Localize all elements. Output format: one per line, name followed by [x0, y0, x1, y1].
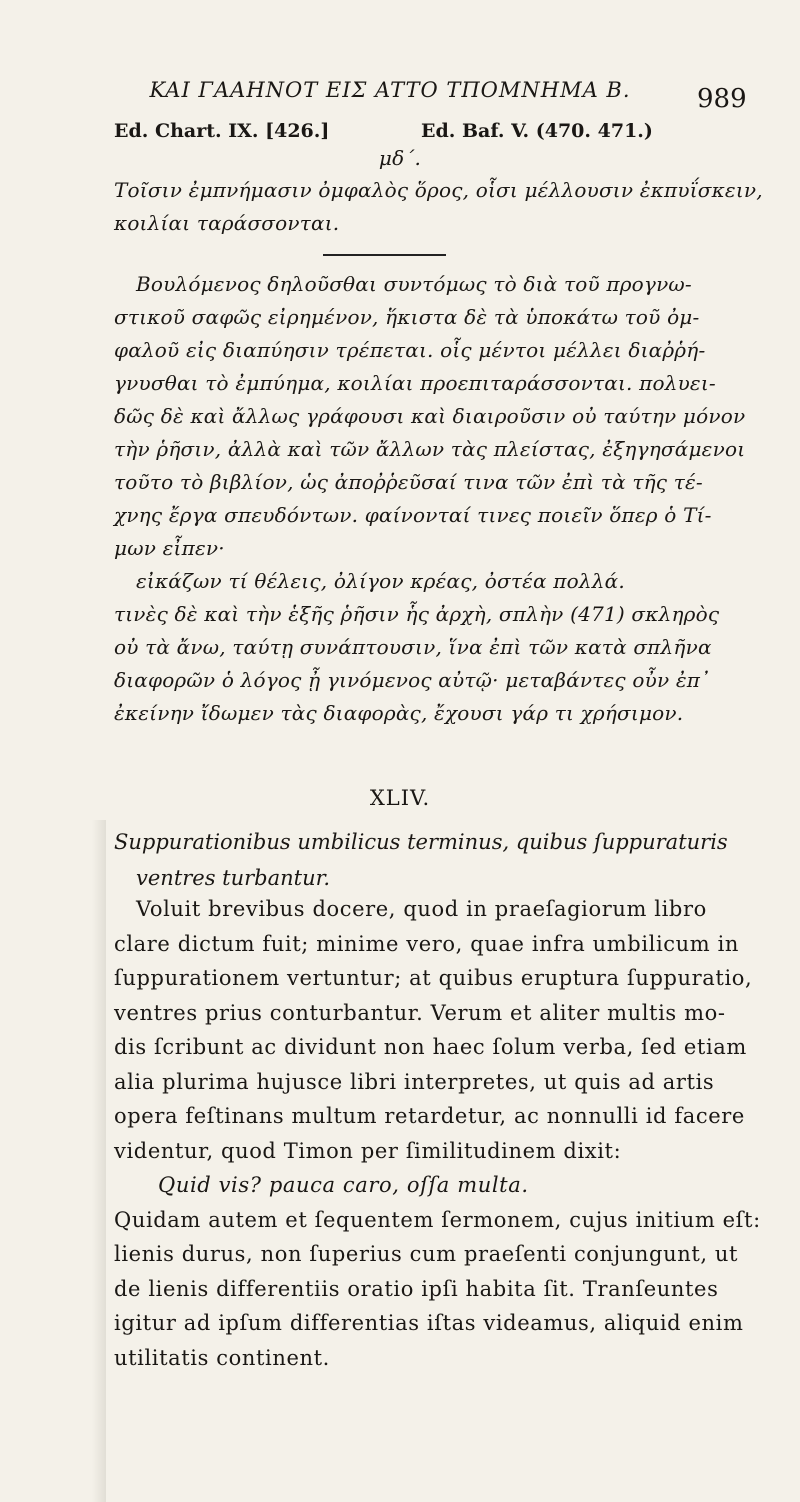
- greek-section-number: μδ΄.: [378, 146, 422, 170]
- latin-commentary-line: clare dictum fuit; minime vero, quae infra umbilicum in: [114, 931, 740, 956]
- latin-commentary-line: Quidam autem et ſequentem ſermonem, cujus initium eſt:: [114, 1207, 761, 1232]
- greek-commentary-line: φαλοῦ εἰς διαπύησιν τρέπεται. οἷς μέντοι μέλλει διαῤῥή-: [114, 338, 706, 362]
- latin-commentary-line: Voluit brevibus docere, quod in praeſagiorum libro: [136, 897, 707, 921]
- greek-aphorism-line: Τοῖσιν ἐμπνήμασιν ὀμφαλὸς ὅρος, οἷσι μέλλουσιν ἐκπυΐσκειν,: [114, 178, 763, 202]
- greek-commentary-line: οὐ τὰ ἄνω, ταύτῃ συνάπτουσιν, ἵνα ἐπὶ τῶν κατὰ σπλῆνα: [114, 635, 712, 659]
- latin-section-number: XLIV.: [369, 786, 431, 810]
- latin-commentary-line: de lienis differentiis oratio ipſi habita ſit. Tranſeuntes: [114, 1276, 719, 1301]
- greek-aphorism-line: κοιλίαι ταράσσονται.: [114, 211, 340, 235]
- latin-quotation-line: Quid vis? pauca caro, oſſa multa.: [158, 1173, 529, 1197]
- latin-commentary-line: opera feſtinans multum retardetur, ac nonnulli id facere: [114, 1104, 745, 1128]
- running-head: KAI ΓAAHNOT EIΣ ATTO TΠOMNHMA B.: [149, 78, 631, 102]
- latin-commentary-line: ſuppurationem vertuntur; at quibus eruptura ſuppuratio,: [114, 966, 753, 990]
- edition-reference-basel: Ed. Baf. V. (470. 471.): [421, 120, 653, 142]
- greek-commentary-line: δῶς δὲ καὶ ἄλλως γράφουσι καὶ διαιροῦσιν οὐ ταύτην μόνον: [114, 404, 746, 428]
- latin-commentary-line: alia plurima hujusce libri interpretes, ut quis ad artis: [114, 1069, 715, 1094]
- latin-aphorism-line: Suppurationibus umbilicus terminus, quibus ſuppuraturis: [114, 830, 728, 854]
- greek-commentary-line: μων εἶπεν·: [114, 536, 225, 560]
- greek-commentary-line: τὴν ῥῆσιν, ἀλλὰ καὶ τῶν ἄλλων τὰς πλείστας, ἐξηγησάμενοι: [114, 437, 746, 461]
- latin-commentary-line: dis ſcribunt ac dividunt non haec ſolum verba, ſed etiam: [114, 1035, 747, 1059]
- greek-commentary: [114, 268, 746, 730]
- edition-reference-chartier: Ed. Chart. IX. [426.]: [114, 120, 330, 142]
- latin-aphorism: [114, 824, 728, 896]
- greek-commentary-line: χνης ἔργα σπευδόντων. φαίνονταί τινες ποιεῖν ὅπερ ὁ Τί-: [114, 503, 712, 527]
- page-number: 989: [697, 84, 747, 114]
- latin-commentary-line: utilitatis continent.: [114, 1345, 330, 1370]
- latin-commentary-line: igitur ad ipſum differentias iſtas videamus, aliquid enim: [114, 1311, 744, 1335]
- latin-aphorism-line: ventres turbantur.: [136, 866, 331, 890]
- greek-quotation-line: εἰκάζων τί θέλεις, ὀλίγον κρέας, ὀστέα πολλά.: [136, 569, 625, 593]
- greek-commentary-line: Βουλόμενος δηλοῦσθαι συντόμως τὸ διὰ τοῦ προγνω-: [136, 272, 692, 296]
- latin-commentary: [114, 892, 761, 1375]
- greek-commentary-line: τοῦτο τὸ βιβλίον, ὡς ἀποῤῥεῦσαί τινα τῶν ἐπὶ τὰ τῆς τέ-: [114, 470, 703, 494]
- greek-commentary-line: διαφορῶν ὁ λόγος ᾖ γινόμενος αὐτῷ· μεταβάντες οὖν ἐπ᾽: [114, 668, 711, 692]
- latin-commentary-line: ventres prius conturbantur. Verum et aliter multis mo-: [114, 1000, 726, 1025]
- greek-aphorism: [114, 174, 763, 240]
- greek-commentary-line: στικοῦ σαφῶς εἰρημένον, ἥκιστα δὲ τὰ ὑποκάτω τοῦ ὀμ-: [114, 305, 700, 329]
- greek-commentary-line: γνυσθαι τὸ ἐμπύημα, κοιλίαι προεπιταράσσονται. πολυει-: [114, 371, 716, 395]
- gutter-shadow: [92, 820, 106, 1502]
- latin-commentary-line: videntur, quod Timon per ſimilitudinem dixit:: [114, 1138, 622, 1163]
- greek-commentary-line: ἐκείνην ἴδωμεν τὰς διαφορὰς, ἔχουσι γάρ τι χρήσιμον.: [114, 701, 684, 725]
- greek-commentary-line: τινὲς δὲ καὶ τὴν ἑξῆς ῥῆσιν ἧς ἀρχὴ, σπλὴν (471) σκληρὸς: [114, 602, 720, 626]
- section-divider: [323, 254, 446, 256]
- latin-commentary-line: lienis durus, non ſuperius cum praeſenti conjungunt, ut: [114, 1242, 739, 1266]
